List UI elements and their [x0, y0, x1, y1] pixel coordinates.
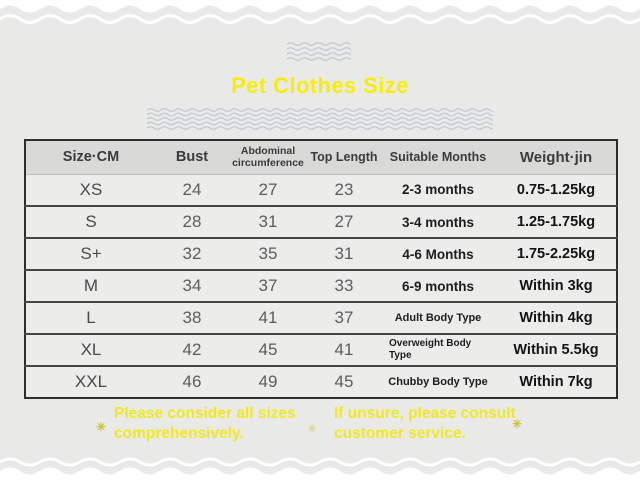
cell-size: XS [79, 179, 103, 199]
cell-abdominal: 37 [258, 276, 278, 295]
cell-weight: Within 7kg [519, 374, 593, 390]
note-consider-sizes: Please consider all sizes comprehensively. [114, 405, 296, 442]
cell-abdominal: 35 [258, 244, 278, 263]
cell-size: XXL [74, 372, 108, 391]
cell-top-length: 37 [334, 308, 354, 327]
cell-top-length: 27 [334, 212, 354, 231]
page-title: Pet Clothes Size [231, 73, 409, 98]
header-suitable: Suitable Months [389, 150, 487, 165]
table-row [25, 270, 617, 302]
cell-abdominal: 49 [258, 372, 278, 391]
cell-abdominal: 27 [258, 179, 278, 199]
cell-abdominal: 45 [258, 340, 278, 359]
table-row [25, 206, 617, 238]
table-row [25, 334, 617, 366]
asterisk-icon: ✳ [96, 420, 107, 434]
cell-bust: 28 [182, 212, 202, 231]
cell-bust: 24 [182, 179, 202, 199]
asterisk-icon: ✳ [512, 417, 523, 431]
wavy-border-top [0, 0, 640, 30]
cell-suitable: Chubby Body Type [388, 376, 488, 388]
cell-weight: Within 4kg [519, 310, 593, 326]
cell-weight: 1.75-2.25kg [516, 246, 596, 262]
header-bust: Bust [175, 149, 209, 166]
cell-bust: 42 [182, 340, 202, 359]
table-row [25, 366, 617, 398]
cell-bust: 32 [182, 244, 202, 263]
cell-size: S [85, 212, 97, 231]
table-row [25, 174, 617, 206]
cell-suitable: 6-9 months [401, 278, 474, 294]
cell-suitable: 2-3 months [401, 182, 474, 198]
footer-notes [0, 404, 640, 452]
table-row [25, 302, 617, 334]
cell-bust: 34 [182, 276, 202, 295]
cell-suitable: 3-4 months [401, 214, 474, 230]
note-customer-service: If unsure, please consult customer service. [334, 405, 516, 442]
cell-suitable: 4-6 Months [402, 246, 474, 262]
cell-size: M [83, 276, 99, 295]
squiggle-decoration-wide [147, 106, 493, 133]
cell-abdominal: 31 [258, 212, 278, 231]
cell-bust: 38 [182, 308, 202, 327]
cell-suitable: Adult Body Type [394, 312, 482, 324]
size-table [24, 139, 618, 399]
cell-weight: 1.25-1.75kg [516, 214, 596, 230]
cell-weight: Within 5.5kg [513, 342, 599, 358]
cell-size: XL [80, 340, 102, 359]
asterisk-icon: ✳ [308, 424, 317, 435]
cell-suitable: Overweight Body Type [389, 337, 472, 361]
header-size-cm: Size·CM [62, 149, 120, 166]
cell-top-length: 33 [334, 276, 354, 295]
cell-weight: 0.75-1.25kg [516, 181, 596, 198]
header-top-length: Top Length [310, 150, 378, 165]
cell-top-length: 45 [334, 372, 354, 391]
cell-abdominal: 41 [258, 308, 278, 327]
table-header-row [25, 140, 617, 174]
cell-weight: Within 3kg [519, 278, 593, 294]
cell-size: S+ [80, 244, 102, 263]
table-row [25, 238, 617, 270]
header-abdominal: Abdominal circumference [232, 145, 304, 170]
cell-top-length: 23 [334, 179, 354, 199]
wavy-border-bottom [0, 456, 640, 490]
cell-size: L [86, 308, 96, 327]
header-weight-jin: Weight·jin [519, 148, 593, 166]
squiggle-decoration-small [287, 40, 351, 64]
cell-bust: 46 [182, 372, 202, 391]
cell-top-length: 31 [334, 244, 354, 263]
cell-top-length: 41 [334, 340, 354, 359]
